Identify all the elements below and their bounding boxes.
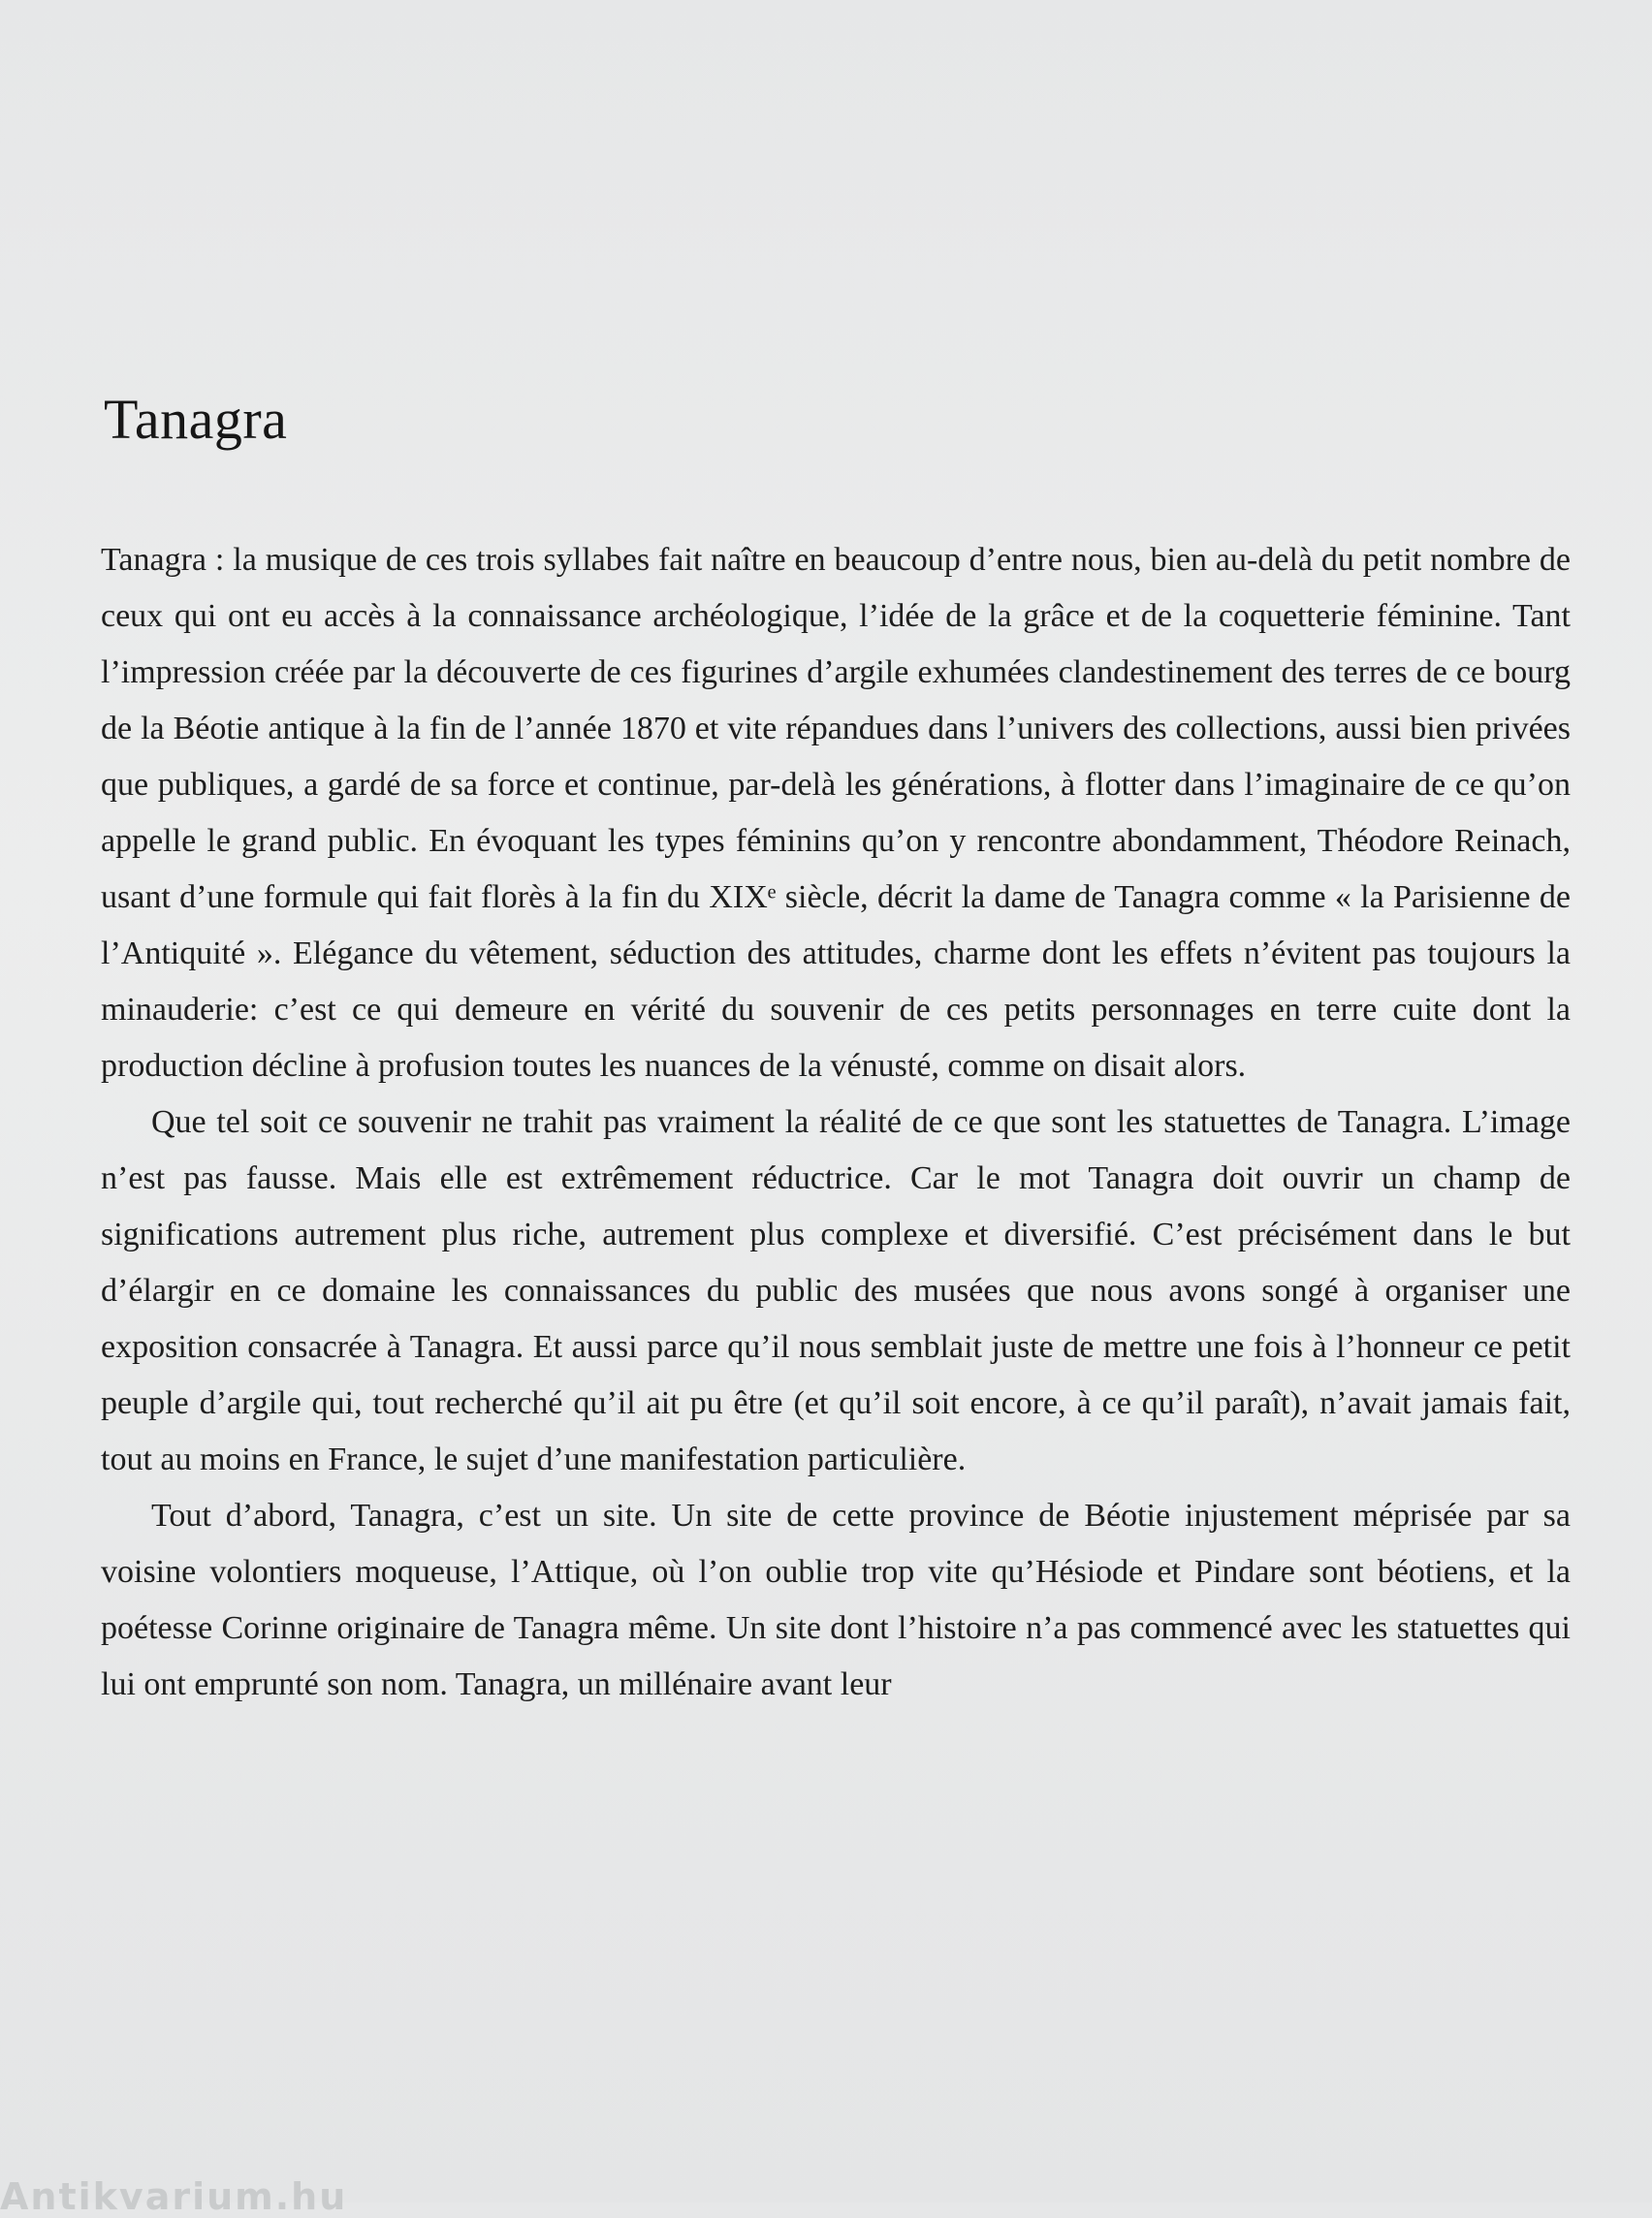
paragraph-1: Tanagra : la musique de ces trois syllabes fait naître en beaucoup d’entre nous, bien au-delà du petit nombre de ceux qui ont eu accès à la connaissance archéologique, l’idée de la grâce et de la coquetterie féminine. Tant l’impression créée par la découverte de ces figurines d’argile exhumées clandestinement des terres de ce bourg de la Béotie antique à la fin de l’année 1870 et vite répandues dans l’univers des collections, aussi bien privées que publiques, a gardé de sa force et continue, par-delà les générations, à flotter dans l’imaginaire de ce qu’on appelle le grand public. En évoquant les types féminins qu’on y rencontre abondamment, Théodore Reinach, usant d’une formule qui fait florès à la fin du XIXᵉ siècle, décrit la dame de Tanagra comme « la Parisienne de l’Antiquité ». Elégance du vêtement, séduction des attitudes, charme dont les effets n’évitent pas toujours la minauderie: c’est ce qui demeure en vérité du souvenir de ces petits personnages en terre cuite dont la production décline à profusion toutes les nuances de la vénusté, comme on disait alors. xyxy=(101,542,1571,1084)
page-title: Tanagra xyxy=(104,388,288,451)
paragraph-3: Tout d’abord, Tanagra, c’est un site. Un site de cette province de Béotie injustement méprisée par sa voisine volontiers moqueuse, l’Attique, où l’on oublie trop vite qu’Hésiode et Pindare sont béotiens, et la poétesse Corinne originaire de Tanagra même. Un site dont l’histoire n’a pas commencé avec les statuettes qui lui ont emprunté son nom. Tanagra, un millénaire avant leur xyxy=(101,1498,1571,1702)
watermark-text: Antikvarium.hu xyxy=(0,2175,348,2218)
body-text xyxy=(101,532,1571,1713)
paragraph-2: Que tel soit ce souvenir ne trahit pas vraiment la réalité de ce que sont les statuettes de Tanagra. L’image n’est pas fausse. Mais elle est extrêmement réductrice. Car le mot Tanagra doit ouvrir un champ de significations autrement plus riche, autrement plus complexe et diversifié. C’est précisément dans le but d’élargir en ce domaine les connaissances du public des musées que nous avons songé à organiser une exposition consacrée à Tanagra. Et aussi parce qu’il nous semblait juste de mettre une fois à l’honneur ce petit peuple d’argile qui, tout recherché qu’il ait pu être (et qu’il soit encore, à ce qu’il paraît), n’avait jamais fait, tout au moins en France, le sujet d’une manifestation particulière. xyxy=(101,1104,1571,1477)
